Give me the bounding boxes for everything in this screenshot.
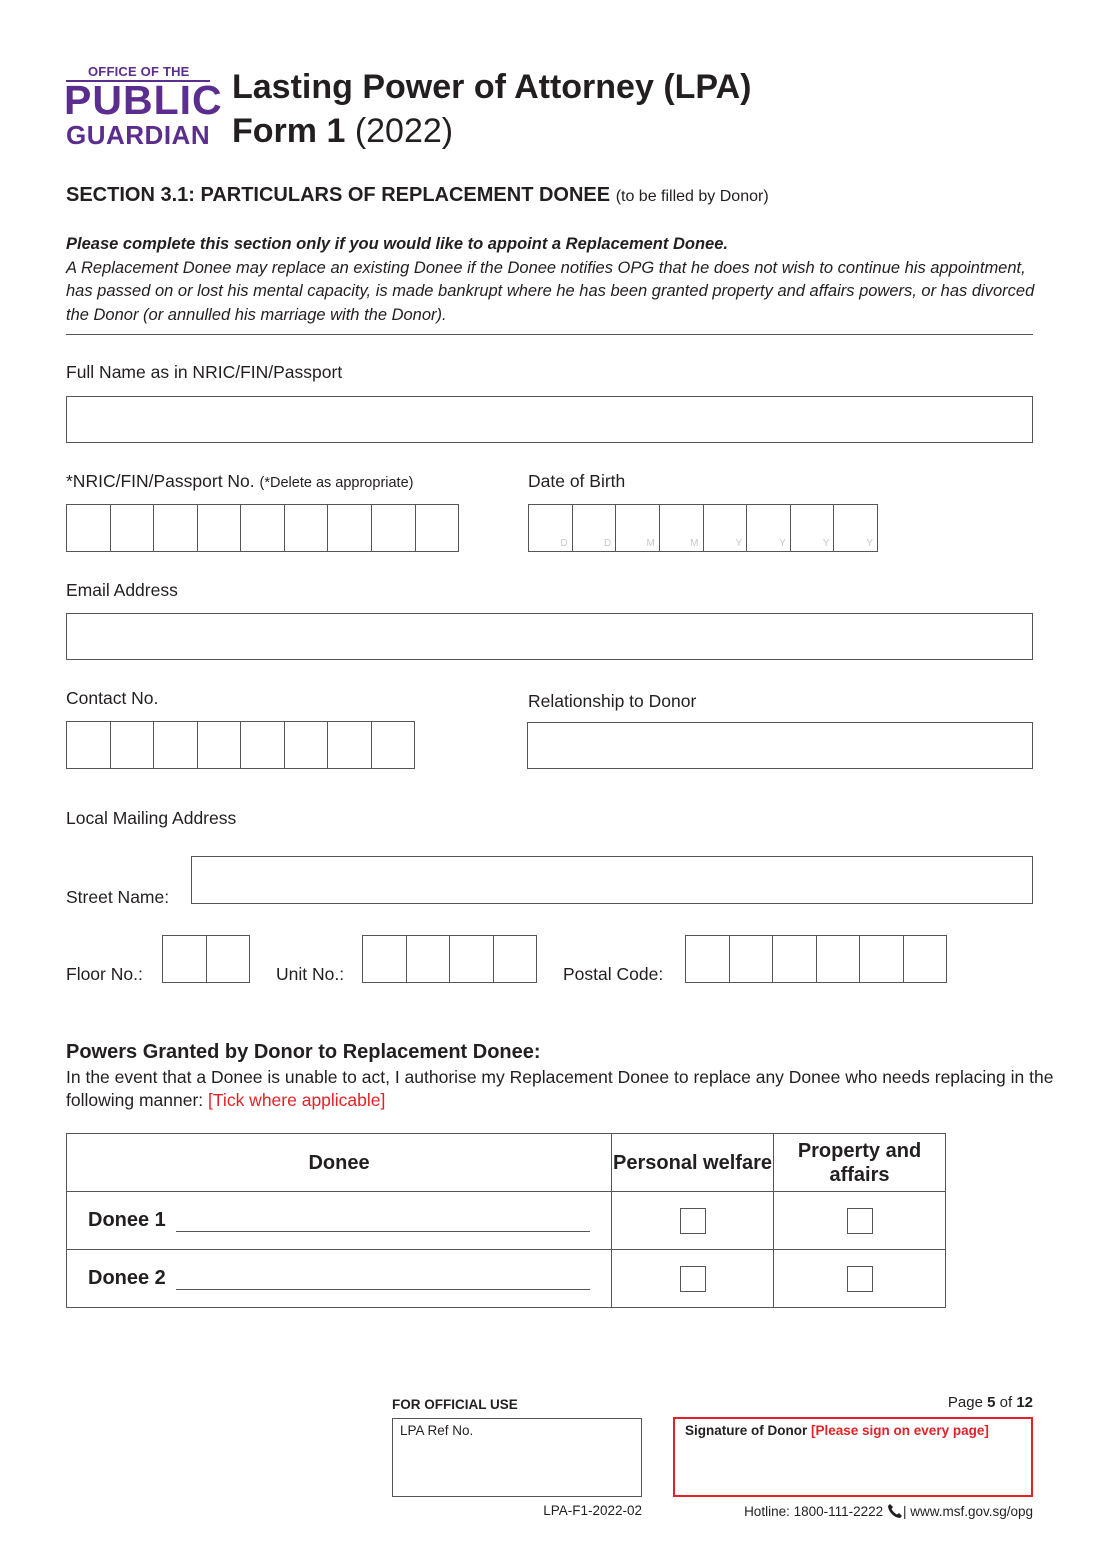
divider bbox=[66, 334, 1033, 335]
nric-cell[interactable] bbox=[415, 505, 459, 551]
dob-hint: Y bbox=[735, 538, 743, 549]
nric-label bbox=[66, 471, 413, 492]
email-label: Email Address bbox=[66, 580, 178, 600]
unit-cell[interactable] bbox=[493, 936, 537, 982]
intro-body: A Replacement Donee may replace an existing Donee if the Donee notifies OPG that he does not wish to continue his appointment, has passed on or lost his mental capacity, is made bankrupt where he has been granted property and affairs powers, or has divorced the Donor (or annulled his marriage with the Donor). bbox=[66, 258, 1035, 324]
col-personal-welfare: Personal welfare bbox=[612, 1134, 774, 1192]
postal-input[interactable] bbox=[685, 935, 947, 983]
hotline bbox=[680, 1503, 1033, 1522]
powers-body: In the event that a Donee is unable to act, I authorise my Replacement Donee to replace any Donee who needs replacing in the following manner: bbox=[66, 1067, 1054, 1110]
postal-cell[interactable] bbox=[859, 936, 903, 982]
col-donee: Donee bbox=[67, 1134, 612, 1192]
unit-cell[interactable] bbox=[363, 936, 406, 982]
section-heading bbox=[66, 184, 769, 207]
form-year: (2022) bbox=[354, 112, 454, 150]
section-note: (to be filled by Donor) bbox=[615, 188, 769, 205]
contact-cell[interactable] bbox=[284, 722, 328, 768]
contact-cell[interactable] bbox=[110, 722, 154, 768]
donee-label: Donee 1 bbox=[88, 1209, 166, 1231]
lpa-ref-label: LPA Ref No. bbox=[400, 1423, 474, 1438]
table-row bbox=[67, 1250, 946, 1308]
dob-cell[interactable] bbox=[703, 505, 747, 551]
nric-cell[interactable] bbox=[240, 505, 284, 551]
nric-cell[interactable] bbox=[371, 505, 415, 551]
postal-cell[interactable] bbox=[903, 936, 947, 982]
donee-name-line[interactable] bbox=[176, 1209, 590, 1232]
floor-input[interactable] bbox=[162, 935, 250, 983]
tick-note: [Tick where applicable] bbox=[208, 1090, 386, 1110]
page-total: 12 bbox=[1016, 1394, 1033, 1411]
dob-cell[interactable] bbox=[615, 505, 659, 551]
dob-hint: Y bbox=[779, 538, 786, 549]
donee-name-line[interactable] bbox=[176, 1267, 590, 1290]
powers-heading: Powers Granted by Donor to Replacement Donee: bbox=[66, 1041, 541, 1063]
street-label: Street Name: bbox=[66, 887, 170, 907]
full-name-input[interactable] bbox=[66, 396, 1033, 443]
dob-cell[interactable] bbox=[572, 505, 616, 551]
property-affairs-checkbox[interactable] bbox=[847, 1266, 873, 1292]
section-title: SECTION 3.1: PARTICULARS OF REPLACEMENT DONEE bbox=[66, 184, 611, 206]
dob-cell[interactable] bbox=[529, 505, 572, 551]
contact-cell[interactable] bbox=[371, 722, 415, 768]
col-property-affairs: Property and affairs bbox=[774, 1134, 946, 1192]
nric-cell[interactable] bbox=[284, 505, 328, 551]
contact-input[interactable] bbox=[66, 721, 415, 769]
logo-public: PUBLIC bbox=[64, 77, 223, 123]
floor-cell[interactable] bbox=[163, 936, 206, 982]
floor-cell[interactable] bbox=[206, 936, 250, 982]
contact-cell[interactable] bbox=[67, 722, 110, 768]
contact-cell[interactable] bbox=[197, 722, 241, 768]
official-use-label: FOR OFFICIAL USE bbox=[392, 1397, 518, 1412]
dob-hint: D bbox=[604, 538, 612, 549]
form-title: Lasting Power of Attorney (LPA) bbox=[232, 68, 752, 106]
powers-table bbox=[66, 1133, 946, 1308]
personal-cell bbox=[612, 1192, 774, 1250]
contact-cell[interactable] bbox=[240, 722, 284, 768]
donee-row-label bbox=[67, 1192, 612, 1250]
dob-hint: M bbox=[690, 538, 699, 549]
table-row bbox=[67, 1192, 946, 1250]
donee-row-label bbox=[67, 1250, 612, 1308]
relationship-label: Relationship to Donor bbox=[528, 691, 697, 711]
form-code: LPA-F1-2022-02 bbox=[543, 1503, 642, 1518]
email-input[interactable] bbox=[66, 613, 1033, 660]
dob-cell[interactable] bbox=[790, 505, 834, 551]
page-prefix: Page bbox=[947, 1394, 983, 1411]
page-of: of bbox=[999, 1394, 1013, 1411]
postal-cell[interactable] bbox=[729, 936, 773, 982]
dob-cell[interactable] bbox=[833, 505, 877, 551]
postal-label: Postal Code: bbox=[563, 964, 664, 984]
nric-label-text: *NRIC/FIN/Passport No. bbox=[66, 471, 255, 491]
property-cell bbox=[774, 1250, 946, 1308]
unit-input[interactable] bbox=[362, 935, 537, 983]
nric-cell[interactable] bbox=[327, 505, 371, 551]
nric-cell[interactable] bbox=[153, 505, 197, 551]
form-subtitle bbox=[232, 112, 453, 151]
section-intro bbox=[66, 233, 1036, 327]
personal-welfare-checkbox[interactable] bbox=[680, 1266, 706, 1292]
contact-label: Contact No. bbox=[66, 688, 159, 708]
nric-input[interactable] bbox=[66, 504, 459, 552]
postal-cell[interactable] bbox=[686, 936, 729, 982]
postal-cell[interactable] bbox=[772, 936, 816, 982]
logo-guardian: GUARDIAN bbox=[66, 120, 211, 150]
page-current: 5 bbox=[987, 1394, 996, 1411]
dob-hint: Y bbox=[866, 538, 873, 549]
nric-note: (*Delete as appropriate) bbox=[259, 475, 414, 491]
website: | www.msf.gov.sg/opg bbox=[902, 1504, 1033, 1520]
address-label: Local Mailing Address bbox=[66, 808, 237, 828]
page-number bbox=[900, 1394, 1033, 1411]
logo-office-of-the: OFFICE OF THE bbox=[88, 64, 190, 79]
signature-note: [Please sign on every page] bbox=[811, 1423, 989, 1438]
donee-label: Donee 2 bbox=[88, 1267, 166, 1289]
dob-label: Date of Birth bbox=[528, 471, 626, 491]
full-name-label: Full Name as in NRIC/FIN/Passport bbox=[66, 362, 343, 382]
property-affairs-checkbox[interactable] bbox=[847, 1208, 873, 1234]
nric-cell[interactable] bbox=[197, 505, 241, 551]
powers-text bbox=[66, 1066, 1056, 1112]
hotline-number: Hotline: 1800-111-2222 bbox=[744, 1504, 884, 1520]
contact-cell[interactable] bbox=[327, 722, 371, 768]
intro-lead: Please complete this section only if you would like to appoint a Replacement Donee. bbox=[66, 235, 728, 253]
dob-hint: M bbox=[646, 538, 655, 549]
postal-cell[interactable] bbox=[816, 936, 860, 982]
nric-cell[interactable] bbox=[110, 505, 154, 551]
property-cell bbox=[774, 1192, 946, 1250]
unit-label: Unit No.: bbox=[276, 964, 345, 984]
dob-input[interactable] bbox=[528, 504, 878, 552]
unit-cell[interactable] bbox=[449, 936, 493, 982]
personal-cell bbox=[612, 1250, 774, 1308]
street-input[interactable] bbox=[191, 856, 1033, 904]
personal-welfare-checkbox[interactable] bbox=[680, 1208, 706, 1234]
dob-cell[interactable] bbox=[659, 505, 703, 551]
signature-label-text: Signature of Donor bbox=[685, 1423, 808, 1438]
floor-label: Floor No.: bbox=[66, 964, 143, 984]
unit-cell[interactable] bbox=[406, 936, 450, 982]
contact-cell[interactable] bbox=[153, 722, 197, 768]
dob-hint: Y bbox=[822, 538, 830, 549]
phone-icon bbox=[887, 1503, 903, 1522]
dob-hint: D bbox=[560, 538, 568, 549]
nric-cell[interactable] bbox=[67, 505, 110, 551]
form-number: Form 1 bbox=[232, 112, 346, 150]
relationship-input[interactable] bbox=[527, 722, 1033, 769]
dob-cell[interactable] bbox=[746, 505, 790, 551]
signature-label bbox=[685, 1423, 989, 1438]
